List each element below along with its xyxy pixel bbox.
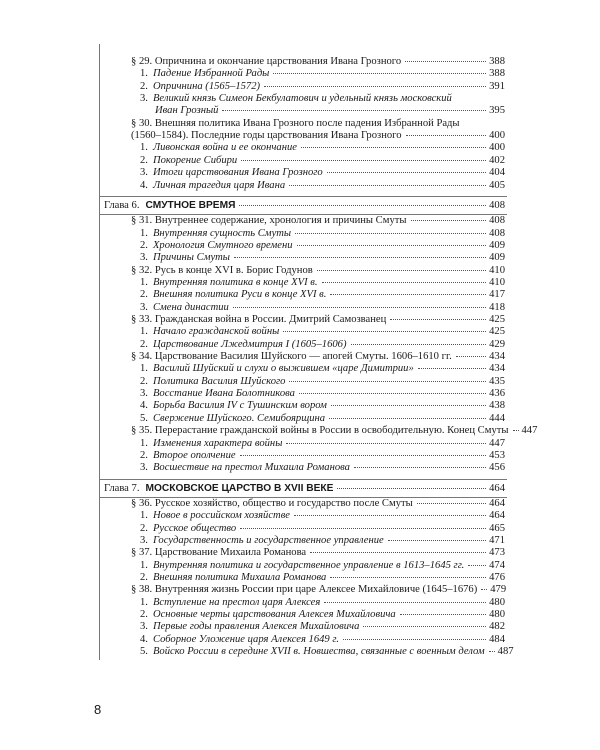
item-number: 3. bbox=[140, 621, 148, 633]
toc-section bbox=[131, 118, 460, 130]
dot-leader bbox=[233, 307, 486, 308]
entry-text: Ливонская война и ее окончание bbox=[152, 142, 297, 154]
dot-leader bbox=[405, 61, 486, 62]
page-ref: 480 bbox=[489, 609, 505, 621]
item-number: 3. bbox=[140, 167, 148, 179]
entry-text: Второе ополчение bbox=[152, 449, 236, 461]
toc-subsection bbox=[140, 180, 505, 192]
toc-subsection bbox=[140, 400, 505, 412]
dot-leader bbox=[264, 86, 486, 87]
entry-text: Причины Смуты bbox=[152, 252, 230, 264]
entry-text: Великий князь Симеон Бекбулатович и удельный князь московский bbox=[152, 93, 452, 105]
toc-subsection bbox=[140, 646, 514, 658]
entry-text: Царствование Лжедмитрия I (1605–1606) bbox=[152, 338, 347, 350]
toc-section bbox=[131, 265, 505, 277]
page-number: 8 bbox=[94, 702, 102, 717]
entry-text: Восшествие на престол Михаила Романова bbox=[152, 462, 350, 474]
item-number: 1. bbox=[140, 363, 148, 375]
page-ref: 409 bbox=[489, 239, 505, 251]
page-ref: 471 bbox=[489, 534, 505, 546]
item-number: 2. bbox=[140, 572, 148, 583]
page-ref: 444 bbox=[489, 412, 505, 424]
toc-subsection bbox=[140, 167, 505, 179]
entry-text: Смена династии bbox=[152, 301, 229, 313]
dot-leader bbox=[301, 147, 486, 148]
page-ref: 425 bbox=[489, 314, 505, 325]
toc-section bbox=[131, 56, 505, 68]
toc-subsection bbox=[140, 252, 505, 264]
dot-leader bbox=[283, 331, 486, 332]
page-ref: 436 bbox=[489, 388, 505, 400]
toc-subsection bbox=[140, 339, 505, 351]
entry-text: Внутренняя политика и государственное управление в 1613–1645 гг. bbox=[152, 559, 465, 571]
item-number: 3. bbox=[140, 301, 148, 313]
dot-leader bbox=[329, 418, 486, 419]
item-number: 1. bbox=[140, 326, 148, 338]
item-number: 1. bbox=[140, 559, 148, 571]
item-number: 4. bbox=[140, 179, 148, 191]
page-ref: 476 bbox=[489, 572, 505, 583]
toc-subsection bbox=[140, 240, 505, 252]
page-ref: 429 bbox=[489, 338, 505, 350]
entry-text: § 31. Внутреннее содержание, хронология и причины Смуты bbox=[131, 215, 407, 227]
dot-leader bbox=[489, 651, 495, 652]
dot-leader bbox=[330, 577, 486, 578]
page-ref: 484 bbox=[489, 633, 505, 645]
entry-text: Внешняя политика Руси в конце XVI в. bbox=[152, 289, 327, 301]
page-ref: 464 bbox=[489, 510, 505, 522]
item-number: 5. bbox=[140, 412, 148, 424]
dot-leader bbox=[468, 565, 486, 566]
item-number: 2. bbox=[140, 289, 148, 301]
toc-subsection bbox=[140, 438, 505, 450]
dot-leader bbox=[241, 160, 486, 161]
entry-text: Первые годы правления Алексея Михайловича bbox=[152, 621, 360, 633]
entry-text: Покорение Сибири bbox=[152, 154, 238, 166]
toc-subsection bbox=[140, 510, 505, 522]
page-ref: 474 bbox=[489, 559, 505, 571]
toc-subsection bbox=[140, 93, 452, 105]
dot-leader bbox=[456, 356, 486, 357]
page-ref: 487 bbox=[497, 646, 514, 658]
toc-subsection bbox=[140, 142, 505, 154]
entry-text: Изменения характера войны bbox=[152, 437, 283, 449]
page-ref: 479 bbox=[490, 584, 507, 596]
entry-text: (1560–1584). Последние годы царствования Ивана Грозного bbox=[131, 130, 402, 142]
dot-leader bbox=[354, 467, 486, 468]
page-ref: 435 bbox=[489, 375, 505, 387]
entry-text: § 30. Внешняя политика Ивана Грозного после падения Избранной Рады bbox=[131, 117, 460, 129]
dot-leader bbox=[417, 503, 486, 504]
page-ref: 464 bbox=[489, 482, 505, 494]
item-number: 1. bbox=[140, 437, 148, 449]
entry-text: Новое в российском хозяйстве bbox=[152, 510, 291, 522]
toc-subsection bbox=[140, 535, 505, 547]
item-number: 1. bbox=[140, 276, 148, 288]
chapter-rule bbox=[99, 479, 507, 480]
toc-subsection bbox=[140, 560, 505, 572]
entry-text: § 38. Внутренняя жизнь России при царе Алексее Михайловиче (1645–1676) bbox=[131, 584, 478, 596]
page-ref: 391 bbox=[489, 80, 505, 92]
page-ref: 453 bbox=[489, 449, 505, 461]
entry-text: § 36. Русское хозяйство, общество и государство после Смуты bbox=[131, 497, 413, 509]
dot-leader bbox=[324, 602, 486, 603]
page-ref: 482 bbox=[489, 621, 505, 633]
entry-text: Войско России в середине XVII в. Новшества, связанные с военным делом bbox=[152, 646, 485, 658]
toc-subsection bbox=[140, 462, 505, 474]
toc-subsection bbox=[140, 81, 505, 93]
entry-text: Соборное Уложение царя Алексея 1649 г. bbox=[152, 633, 340, 645]
toc-section bbox=[131, 498, 505, 510]
dot-leader bbox=[294, 515, 486, 516]
dot-leader bbox=[330, 294, 486, 295]
page-ref: 434 bbox=[489, 363, 505, 375]
dot-leader bbox=[239, 205, 486, 206]
toc-subsection bbox=[140, 228, 505, 240]
toc-subsection bbox=[140, 326, 505, 338]
dot-leader bbox=[343, 639, 486, 640]
entry-text: § 34. Царствование Василия Шуйского — апогей Смуты. 1606–1610 гг. bbox=[131, 351, 452, 363]
item-number: 4. bbox=[140, 400, 148, 412]
toc-subsection bbox=[140, 572, 505, 584]
dot-leader bbox=[286, 443, 486, 444]
item-number: 2. bbox=[140, 522, 148, 534]
entry-text: Василий Шуйский и слухи о выжившем «царе Димитрии» bbox=[152, 363, 414, 375]
dot-leader bbox=[351, 344, 487, 345]
entry-text: § 37. Царствование Михаила Романова bbox=[131, 547, 307, 559]
dot-leader bbox=[310, 552, 486, 553]
toc-section bbox=[131, 351, 505, 363]
entry-text: Хронология Смутного времени bbox=[152, 239, 293, 251]
page-ref: 447 bbox=[489, 437, 505, 449]
dot-leader bbox=[331, 405, 486, 406]
entry-text: Внешняя политика Михаила Романова bbox=[152, 572, 327, 583]
entry-text: Политика Василия Шуйского bbox=[152, 375, 286, 387]
item-number: 1. bbox=[140, 68, 148, 80]
toc-subsection bbox=[140, 302, 505, 314]
page-ref: 408 bbox=[489, 215, 505, 227]
item-number: 3. bbox=[140, 93, 148, 105]
toc-subsection bbox=[140, 597, 505, 609]
page-ref: 388 bbox=[489, 68, 505, 80]
page-ref: 400 bbox=[489, 130, 505, 142]
toc-subsection bbox=[140, 376, 505, 388]
dot-leader bbox=[513, 430, 519, 431]
entry-text: Начало гражданской войны bbox=[152, 326, 280, 338]
dot-leader bbox=[317, 270, 486, 271]
item-number: 4. bbox=[140, 633, 148, 645]
dot-leader bbox=[273, 73, 486, 74]
entry-text: Иван Грозный bbox=[155, 105, 219, 117]
entry-text: Борьба Василия IV с Тушинским вором bbox=[152, 400, 327, 412]
item-number: 2. bbox=[140, 449, 148, 461]
dot-leader bbox=[222, 110, 486, 111]
item-number: 2. bbox=[140, 80, 148, 92]
page-ref: 395 bbox=[489, 105, 505, 117]
dot-leader bbox=[337, 488, 486, 489]
page-ref: 473 bbox=[489, 547, 505, 559]
dot-leader bbox=[418, 368, 486, 369]
toc-chapter bbox=[104, 483, 505, 495]
page-ref: 464 bbox=[489, 497, 505, 509]
item-number: 2. bbox=[140, 375, 148, 387]
dot-leader bbox=[240, 455, 487, 456]
item-number: 1. bbox=[140, 142, 148, 154]
page-ref: 405 bbox=[489, 179, 505, 191]
dot-leader bbox=[297, 245, 487, 246]
item-number: 1. bbox=[140, 227, 148, 239]
entry-text: Свержение Шуйского. Семибоярщина bbox=[152, 412, 326, 424]
dot-leader bbox=[289, 185, 486, 186]
page-ref: 480 bbox=[489, 596, 505, 608]
toc-subsection bbox=[140, 634, 505, 646]
entry-text: § 35. Перерастание гражданской войны в России в освободительную. Конец Смуты bbox=[131, 425, 509, 437]
toc-section bbox=[131, 314, 505, 326]
dot-leader bbox=[289, 381, 486, 382]
toc-subsection bbox=[155, 105, 505, 117]
chapter-rule bbox=[99, 497, 507, 498]
toc-section bbox=[131, 215, 505, 227]
dot-leader bbox=[411, 220, 487, 221]
dot-leader bbox=[240, 528, 486, 529]
entry-text: § 33. Гражданская война в России. Дмитрий Самозванец bbox=[131, 314, 387, 325]
toc-subsection bbox=[140, 277, 505, 289]
chapter-title: МОСКОВСКОЕ ЦАРСТВО В XVII ВЕКЕ bbox=[145, 482, 334, 494]
dot-leader bbox=[327, 172, 486, 173]
item-number: 3. bbox=[140, 534, 148, 546]
entry-text: § 29. Опричнина и окончание царствования Ивана Грозного bbox=[131, 56, 402, 67]
toc-subsection bbox=[140, 68, 505, 80]
entry-text: Государственность и государственное управление bbox=[152, 534, 384, 546]
page-ref: 447 bbox=[521, 425, 538, 437]
toc-subsection bbox=[140, 621, 505, 633]
toc-subsection bbox=[140, 289, 505, 301]
item-number: 3. bbox=[140, 388, 148, 400]
toc-subsection bbox=[140, 609, 505, 621]
page-ref: 408 bbox=[489, 227, 505, 239]
entry-text: Вступление на престол царя Алексея bbox=[152, 596, 321, 608]
dot-leader bbox=[295, 233, 486, 234]
page-ref: 418 bbox=[489, 301, 505, 313]
page-ref: 400 bbox=[489, 142, 505, 154]
entry-text: Личная трагедия царя Ивана bbox=[152, 179, 286, 191]
entry-text: Внутренняя политика в конце XVI в. bbox=[152, 276, 318, 288]
item-number: 1. bbox=[140, 510, 148, 522]
dot-leader bbox=[299, 393, 486, 394]
toc-chapter bbox=[104, 200, 505, 212]
dot-leader bbox=[363, 626, 486, 627]
chapter-title: СМУТНОЕ ВРЕМЯ bbox=[145, 199, 236, 211]
item-number: 2. bbox=[140, 609, 148, 621]
page-ref: 410 bbox=[489, 276, 505, 288]
item-number: 5. bbox=[140, 646, 148, 658]
toc-section bbox=[131, 425, 538, 437]
item-number: 2. bbox=[140, 338, 148, 350]
page-ref: 438 bbox=[489, 400, 505, 412]
entry-text: Восстание Ивана Болотникова bbox=[152, 388, 295, 400]
entry-text: Итоги царствования Ивана Грозного bbox=[152, 167, 323, 179]
page-ref: 425 bbox=[489, 326, 505, 338]
page-ref: 417 bbox=[489, 289, 505, 301]
dot-leader bbox=[481, 589, 487, 590]
chapter-rule bbox=[99, 196, 507, 197]
page-ref: 410 bbox=[489, 264, 505, 276]
entry-text: Основные черты царствования Алексея Михайловича bbox=[152, 609, 396, 621]
chapter-rule bbox=[99, 214, 507, 215]
toc-subsection bbox=[140, 450, 505, 462]
toc-subsection bbox=[140, 523, 505, 535]
item-number: 2. bbox=[140, 154, 148, 166]
item-number: 2. bbox=[140, 239, 148, 251]
page-ref: 434 bbox=[489, 351, 505, 363]
entry-text: § 32. Русь в конце XVI в. Борис Годунов bbox=[131, 264, 313, 276]
toc-subsection bbox=[140, 388, 505, 400]
page-ref: 456 bbox=[489, 462, 505, 474]
toc-subsection bbox=[140, 155, 505, 167]
dot-leader bbox=[322, 282, 487, 283]
toc-section bbox=[131, 547, 505, 559]
item-number: 3. bbox=[140, 252, 148, 264]
toc-section bbox=[131, 130, 505, 142]
entry-text: Падение Избранной Рады bbox=[152, 68, 270, 80]
dot-leader bbox=[390, 319, 486, 320]
toc-subsection bbox=[140, 413, 505, 425]
item-number: 3. bbox=[140, 462, 148, 474]
dot-leader bbox=[406, 135, 487, 136]
toc-subsection bbox=[140, 363, 505, 375]
page-ref: 408 bbox=[489, 199, 505, 211]
entry-text: Русское общество bbox=[152, 522, 237, 534]
page-ref: 388 bbox=[489, 56, 505, 67]
item-number: 1. bbox=[140, 596, 148, 608]
page-ref: 402 bbox=[489, 154, 505, 166]
entry-text: Внутренняя сущность Смуты bbox=[152, 227, 292, 239]
dot-leader bbox=[400, 614, 486, 615]
entry-text: Опричнина (1565–1572) bbox=[152, 80, 261, 92]
margin-line bbox=[99, 44, 100, 660]
page-ref: 409 bbox=[489, 252, 505, 264]
chapter-label: Глава 7. bbox=[104, 482, 140, 494]
chapter-label: Глава 6. bbox=[104, 199, 140, 211]
dot-leader bbox=[234, 257, 486, 258]
dot-leader bbox=[388, 540, 486, 541]
toc-section bbox=[131, 584, 505, 596]
page-ref: 404 bbox=[489, 167, 505, 179]
page-ref: 465 bbox=[489, 522, 505, 534]
